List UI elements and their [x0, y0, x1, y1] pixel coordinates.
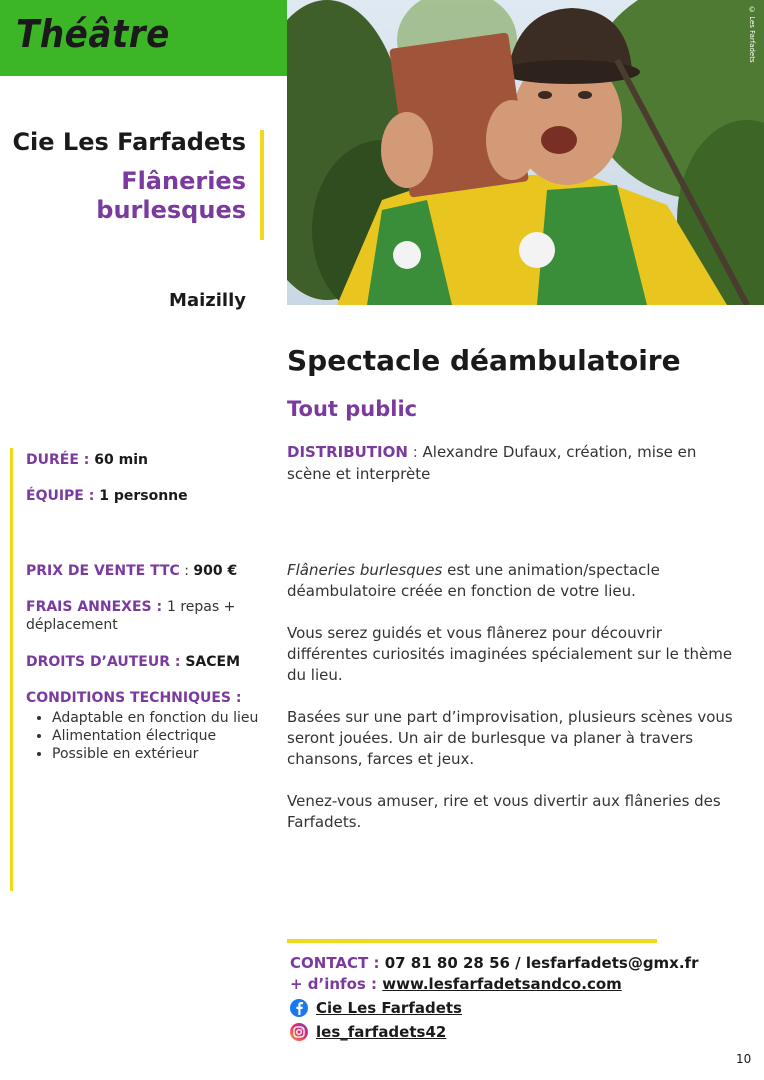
info-label: + d’infos : [290, 975, 383, 993]
show-title: Flâneries burlesques [96, 167, 246, 224]
equipe-value: 1 personne [99, 488, 188, 504]
description [287, 560, 737, 854]
photo-credit: © Les Farfadets [748, 6, 756, 63]
prix-line [26, 562, 266, 580]
description-p2: Vous serez guidés et vous flânerez pour découvrir différentes curiosités imaginées spécialement sur le thème du lieu. [287, 624, 733, 684]
description-title: Flâneries burlesques [287, 561, 443, 579]
prix-sep: : [179, 563, 194, 579]
description-p3: Basées sur une part d’improvisation, plusieurs scènes vous seront jouées. Un air de burlesque va planer à travers chansons, farces et jeux. [287, 708, 733, 768]
facebook-row[interactable] [290, 999, 462, 1017]
accent-bar [260, 130, 264, 240]
page-number: 10 [736, 1052, 752, 1066]
instagram-row[interactable] [290, 1023, 446, 1041]
frais-label: FRAIS ANNEXES : [26, 599, 167, 615]
duree-value: 60 min [94, 452, 148, 468]
conditions-block [26, 689, 262, 763]
spectacle-title: Spectacle déambulatoire [287, 344, 681, 377]
frais-line [26, 598, 246, 634]
droits-line [26, 653, 266, 671]
instagram-icon [290, 1023, 308, 1041]
description-p1 [287, 560, 737, 602]
conditions-list [26, 709, 262, 763]
frais-value: 1 repas + déplacement [26, 599, 236, 633]
instagram-link[interactable]: les_farfadets42 [316, 1023, 447, 1041]
list-item: • Possible en extérieur [52, 745, 262, 763]
distribution [287, 441, 727, 485]
prix-value: 900 € [193, 563, 238, 579]
distribution-text: Alexandre Dufaux, création, mise en scène et interprète [287, 443, 697, 483]
contact-value: 07 81 80 28 56 / lesfarfadets@gmx.fr [384, 954, 699, 972]
distribution-sep: : [407, 443, 423, 461]
equipe-label: ÉQUIPE : [26, 488, 100, 504]
duree-line [26, 451, 266, 469]
town: Maizilly [169, 290, 246, 311]
contact-line [290, 953, 698, 974]
info-line [290, 974, 698, 995]
list-item: • Adaptable en fonction du lieu [52, 709, 262, 727]
droits-label: DROITS D’AUTEUR : [26, 654, 186, 670]
performer-photo [287, 0, 764, 305]
audience: Tout public [287, 397, 418, 421]
prix-label: PRIX DE VENTE TTC [26, 563, 180, 579]
duree-label: DURÉE : [26, 452, 95, 468]
contact-divider [287, 939, 657, 943]
website-link[interactable]: www.lesfarfadetsandco.com [382, 975, 622, 993]
description-p1-text: est une animation/spectacle déambulatoire créée en fonction de votre lieu. [287, 561, 660, 600]
distribution-label: DISTRIBUTION [287, 443, 408, 461]
company-name: Cie Les Farfadets [12, 128, 246, 156]
equipe-line [26, 487, 266, 505]
droits-value: SACEM [185, 654, 241, 670]
description-p4: Venez-vous amuser, rire et vous divertir aux flâneries des Farfadets. [287, 792, 721, 831]
contact-label: CONTACT : [290, 954, 385, 972]
list-item: • Alimentation électrique [52, 727, 262, 745]
facebook-icon [290, 999, 308, 1017]
facebook-link[interactable]: Cie Les Farfadets [316, 999, 462, 1017]
contact-block [290, 953, 698, 995]
conditions-label: CONDITIONS TECHNIQUES : [26, 690, 242, 706]
accent-bar-left [10, 448, 13, 891]
section-title: Théâtre [16, 12, 170, 56]
